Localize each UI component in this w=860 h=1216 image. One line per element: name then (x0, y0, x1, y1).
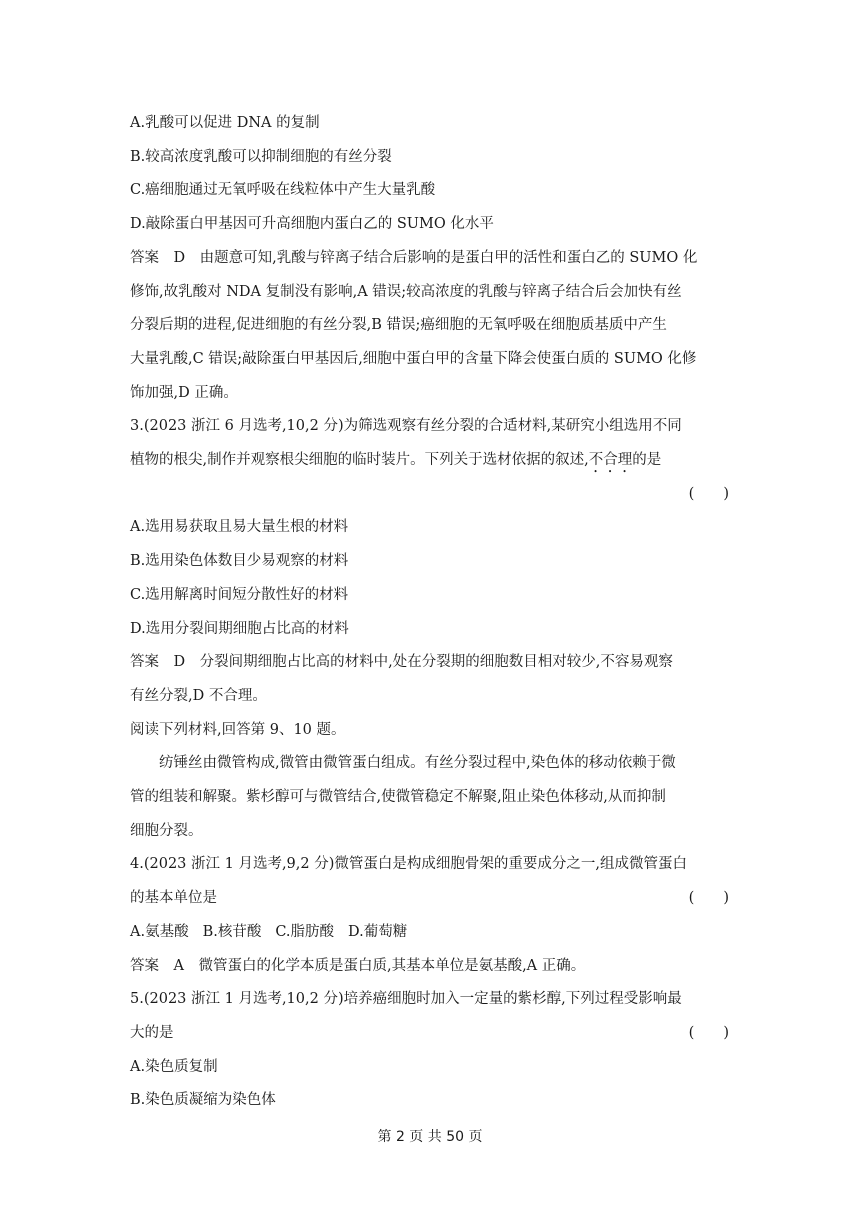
page-footer: 第 2 页 共 50 页 (377, 1129, 483, 1145)
q5-stem-line: 5.(2023 浙江 1 月选考,10,2 分)培养癌细胞时加入一定量的紫杉醇,下列过程受影响最 (130, 991, 682, 1008)
q4-option-c: C.脂肪酸 (275, 923, 335, 940)
q2-option-c: C.癌细胞通过无氧呼吸在线粒体中产生大量乳酸 (130, 182, 436, 199)
q3-option-b: B.选用染色体数目少易观察的材料 (130, 553, 349, 570)
q5-option-b: B.染色质凝缩为染色体 (130, 1092, 276, 1109)
q4-stem-text: 的基本单位是 (130, 890, 217, 907)
q5-stem-row (130, 1017, 730, 1051)
q2-option-d: D.敲除蛋白甲基因可升高细胞内蛋白乙的 SUMO 化水平 (130, 216, 494, 233)
reading-material-line: 管的组装和解聚。紫杉醇可与微管结合,使微管稳定不解聚,阻止染色体移动,从而抑制 (130, 789, 666, 806)
answer-paren: ( ) (688, 485, 729, 502)
reading-material-line: 细胞分裂。 (130, 822, 203, 839)
q3-answer-paren-row (130, 478, 730, 512)
q3-answer-line: 答案 D 分裂间期细胞占比高的材料中,处在分裂期的细胞数目相对较少,不容易观察 (130, 654, 673, 671)
reading-intro: 阅读下列材料,回答第 9、10 题。 (130, 721, 346, 738)
answer-paren: ( ) (688, 890, 729, 907)
q3-stem-line: 3.(2023 浙江 6 月选考,10,2 分)为筛选观察有丝分裂的合适材料,某研究小组选用不同 (130, 418, 682, 435)
q4-stem-line: 4.(2023 浙江 1 月选考,9,2 分)微管蛋白是构成细胞骨架的重要成分之一,组成微管蛋白 (130, 856, 687, 873)
q2-option-b: B.较高浓度乳酸可以抑制细胞的有丝分裂 (130, 148, 392, 165)
q3-emphasis-text: 不合理 (588, 452, 633, 469)
q3-option-a: A.选用易获取且易大量生根的材料 (130, 519, 349, 536)
q3-answer-line: 有丝分裂,D 不合理。 (130, 687, 267, 704)
q4-stem-row (130, 882, 730, 916)
page-content (130, 107, 730, 1118)
q3-stem-text: 的是 (632, 452, 662, 469)
q2-option-a: A.乳酸可以促进 DNA 的复制 (130, 115, 320, 131)
q4-option-b: B.核苷酸 (202, 923, 262, 940)
q4-option-a: A.氨基酸 (130, 923, 189, 940)
q5-option-a: A.染色质复制 (130, 1058, 218, 1075)
q3-stem-text: 植物的根尖,制作并观察根尖细胞的临时装片。下列关于选材依据的叙述, (130, 452, 589, 469)
reading-material-line: 纺锤丝由微管构成,微管由微管蛋白组成。有丝分裂过程中,染色体的移动依赖于微 (159, 755, 676, 772)
q2-answer-line: 饰加强,D 正确。 (130, 384, 238, 401)
q2-answer-line: 分裂后期的进程,促进细胞的有丝分裂,B 错误;癌细胞的无氧呼吸在细胞质基质中产生 (130, 317, 667, 334)
q2-answer-line: 答案 D 由题意可知,乳酸与锌离子结合后影响的是蛋白甲的活性和蛋白乙的 SUMO 化 (130, 249, 698, 266)
q3-stem-line (130, 444, 730, 478)
q4-options-row (130, 916, 730, 950)
q2-answer-line: 大量乳酸,C 错误;敲除蛋白甲基因后,细胞中蛋白甲的含量下降会使蛋白质的 SUMO 化修 (130, 350, 697, 367)
q2-answer-line: 修饰,故乳酸对 NDA 复制没有影响,A 错误;较高浓度的乳酸与锌离子结合后会加快有丝 (130, 283, 682, 300)
q5-stem-text: 大的是 (130, 1024, 174, 1041)
q3-option-c: C.选用解离时间短分散性好的材料 (130, 586, 349, 603)
q3-option-d: D.选用分裂间期细胞占比高的材料 (130, 620, 349, 637)
q4-answer: 答案 A 微管蛋白的化学本质是蛋白质,其基本单位是氨基酸,A 正确。 (130, 957, 586, 974)
answer-paren: ( ) (688, 1024, 729, 1041)
q4-option-d: D.葡萄糖 (348, 923, 408, 940)
